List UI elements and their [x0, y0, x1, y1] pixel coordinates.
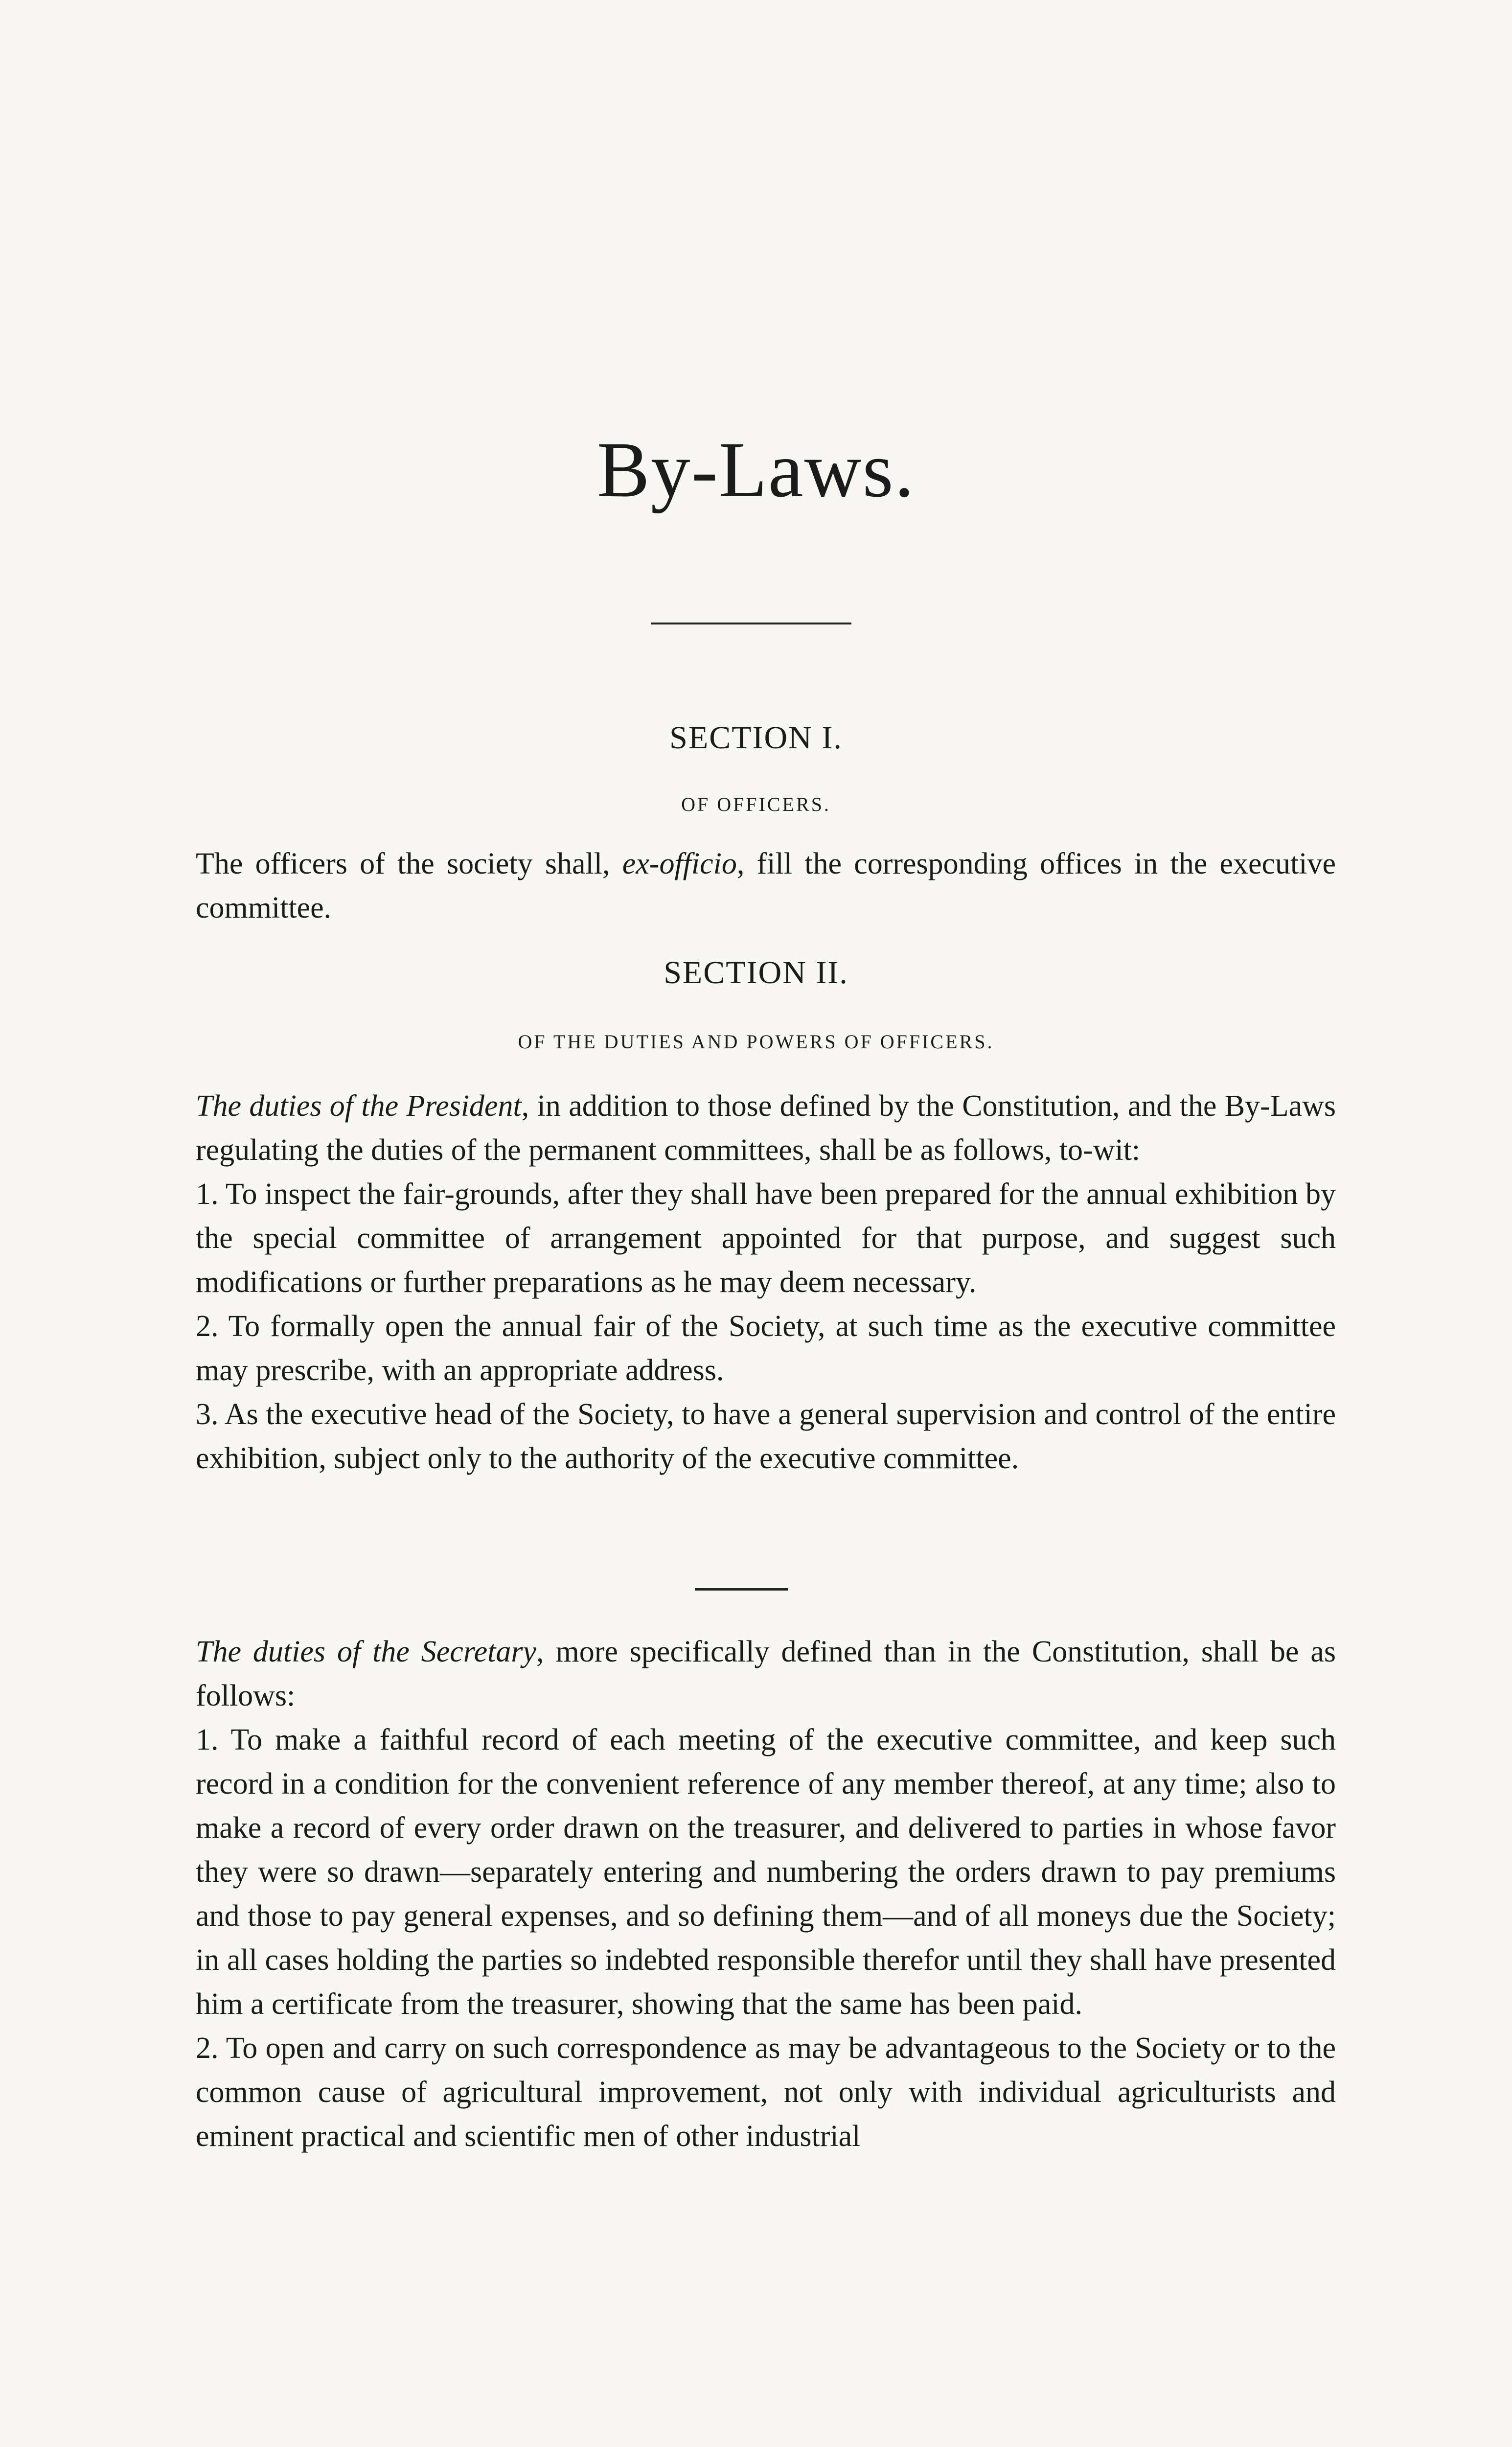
secretary-lead	[196, 1630, 1336, 1718]
secretary-lead-italic: The duties of the Secretary	[196, 1635, 537, 1668]
secretary-item: 1. To make a faithful record of each meeting of the executive committee, and keep such record in a condition for the convenient reference of any member thereof, at any time; also to make a record of every order drawn on the treasurer, and delivered to parties in whose favor they were so drawn—separately entering and numbering the orders drawn to pay premiums and those to pay general expenses, and so defining them—and of all moneys due the Society; in all cases holding the parties so indebted responsible therefor until they shall have presented him a certificate from the treasurer, showing that the same has been paid.	[196, 1723, 1336, 2021]
president-lead-italic: The duties of the President	[196, 1089, 522, 1123]
section-1-paragraph	[196, 842, 1336, 930]
president-item: 1. To inspect the fair-grounds, after they shall have been prepared for the annual exhibition by the special committee of arrangement appointed for that purpose, and suggest such modifications or further preparations as he may deem necessary.	[196, 1177, 1336, 1299]
section-divider	[695, 1588, 788, 1591]
secretary-item: 2. To open and carry on such correspondence as may be advantageous to the Society or to the common cause of agricultural improvement, not only with individual agriculturists and eminent practical and scientific men of other industrial	[196, 2031, 1336, 2153]
section-2-heading: SECTION II.	[664, 955, 848, 991]
paragraph-text: The officers of the society shall,	[196, 847, 622, 880]
president-lead-text: , in addition to those defined by the Constitution, and the By-Laws regulating the duties of the permanent committees, shall be as follows, to-wit:	[196, 1089, 1336, 1167]
secretary-lead-text: , more specifically defined than in the Constitution, shall be as follows:	[196, 1635, 1336, 1712]
paragraph-text: , fill the corresponding offices in the executive committee.	[196, 847, 1336, 924]
secretary-duties	[196, 1630, 1336, 2158]
section-1-heading: SECTION I.	[669, 720, 843, 756]
paragraph-italic-term: ex-officio	[622, 847, 737, 880]
president-item: 2. To formally open the annual fair of the Society, at such time as the executive committee may prescribe, with an appropriate address.	[196, 1310, 1336, 1387]
page-title: By-Laws.	[596, 426, 916, 514]
president-item: 3. As the executive head of the Society, to have a general supervision and control of the entire exhibition, subject only to the authority of the executive committee.	[196, 1398, 1336, 1475]
president-lead	[196, 1084, 1336, 1172]
section-1-body	[196, 842, 1336, 930]
president-duties	[196, 1084, 1336, 1480]
section-1-subheading: OF OFFICERS.	[681, 793, 831, 815]
title-divider	[651, 623, 851, 624]
section-2-subheading: OF THE DUTIES AND POWERS OF OFFICERS.	[518, 1031, 994, 1053]
